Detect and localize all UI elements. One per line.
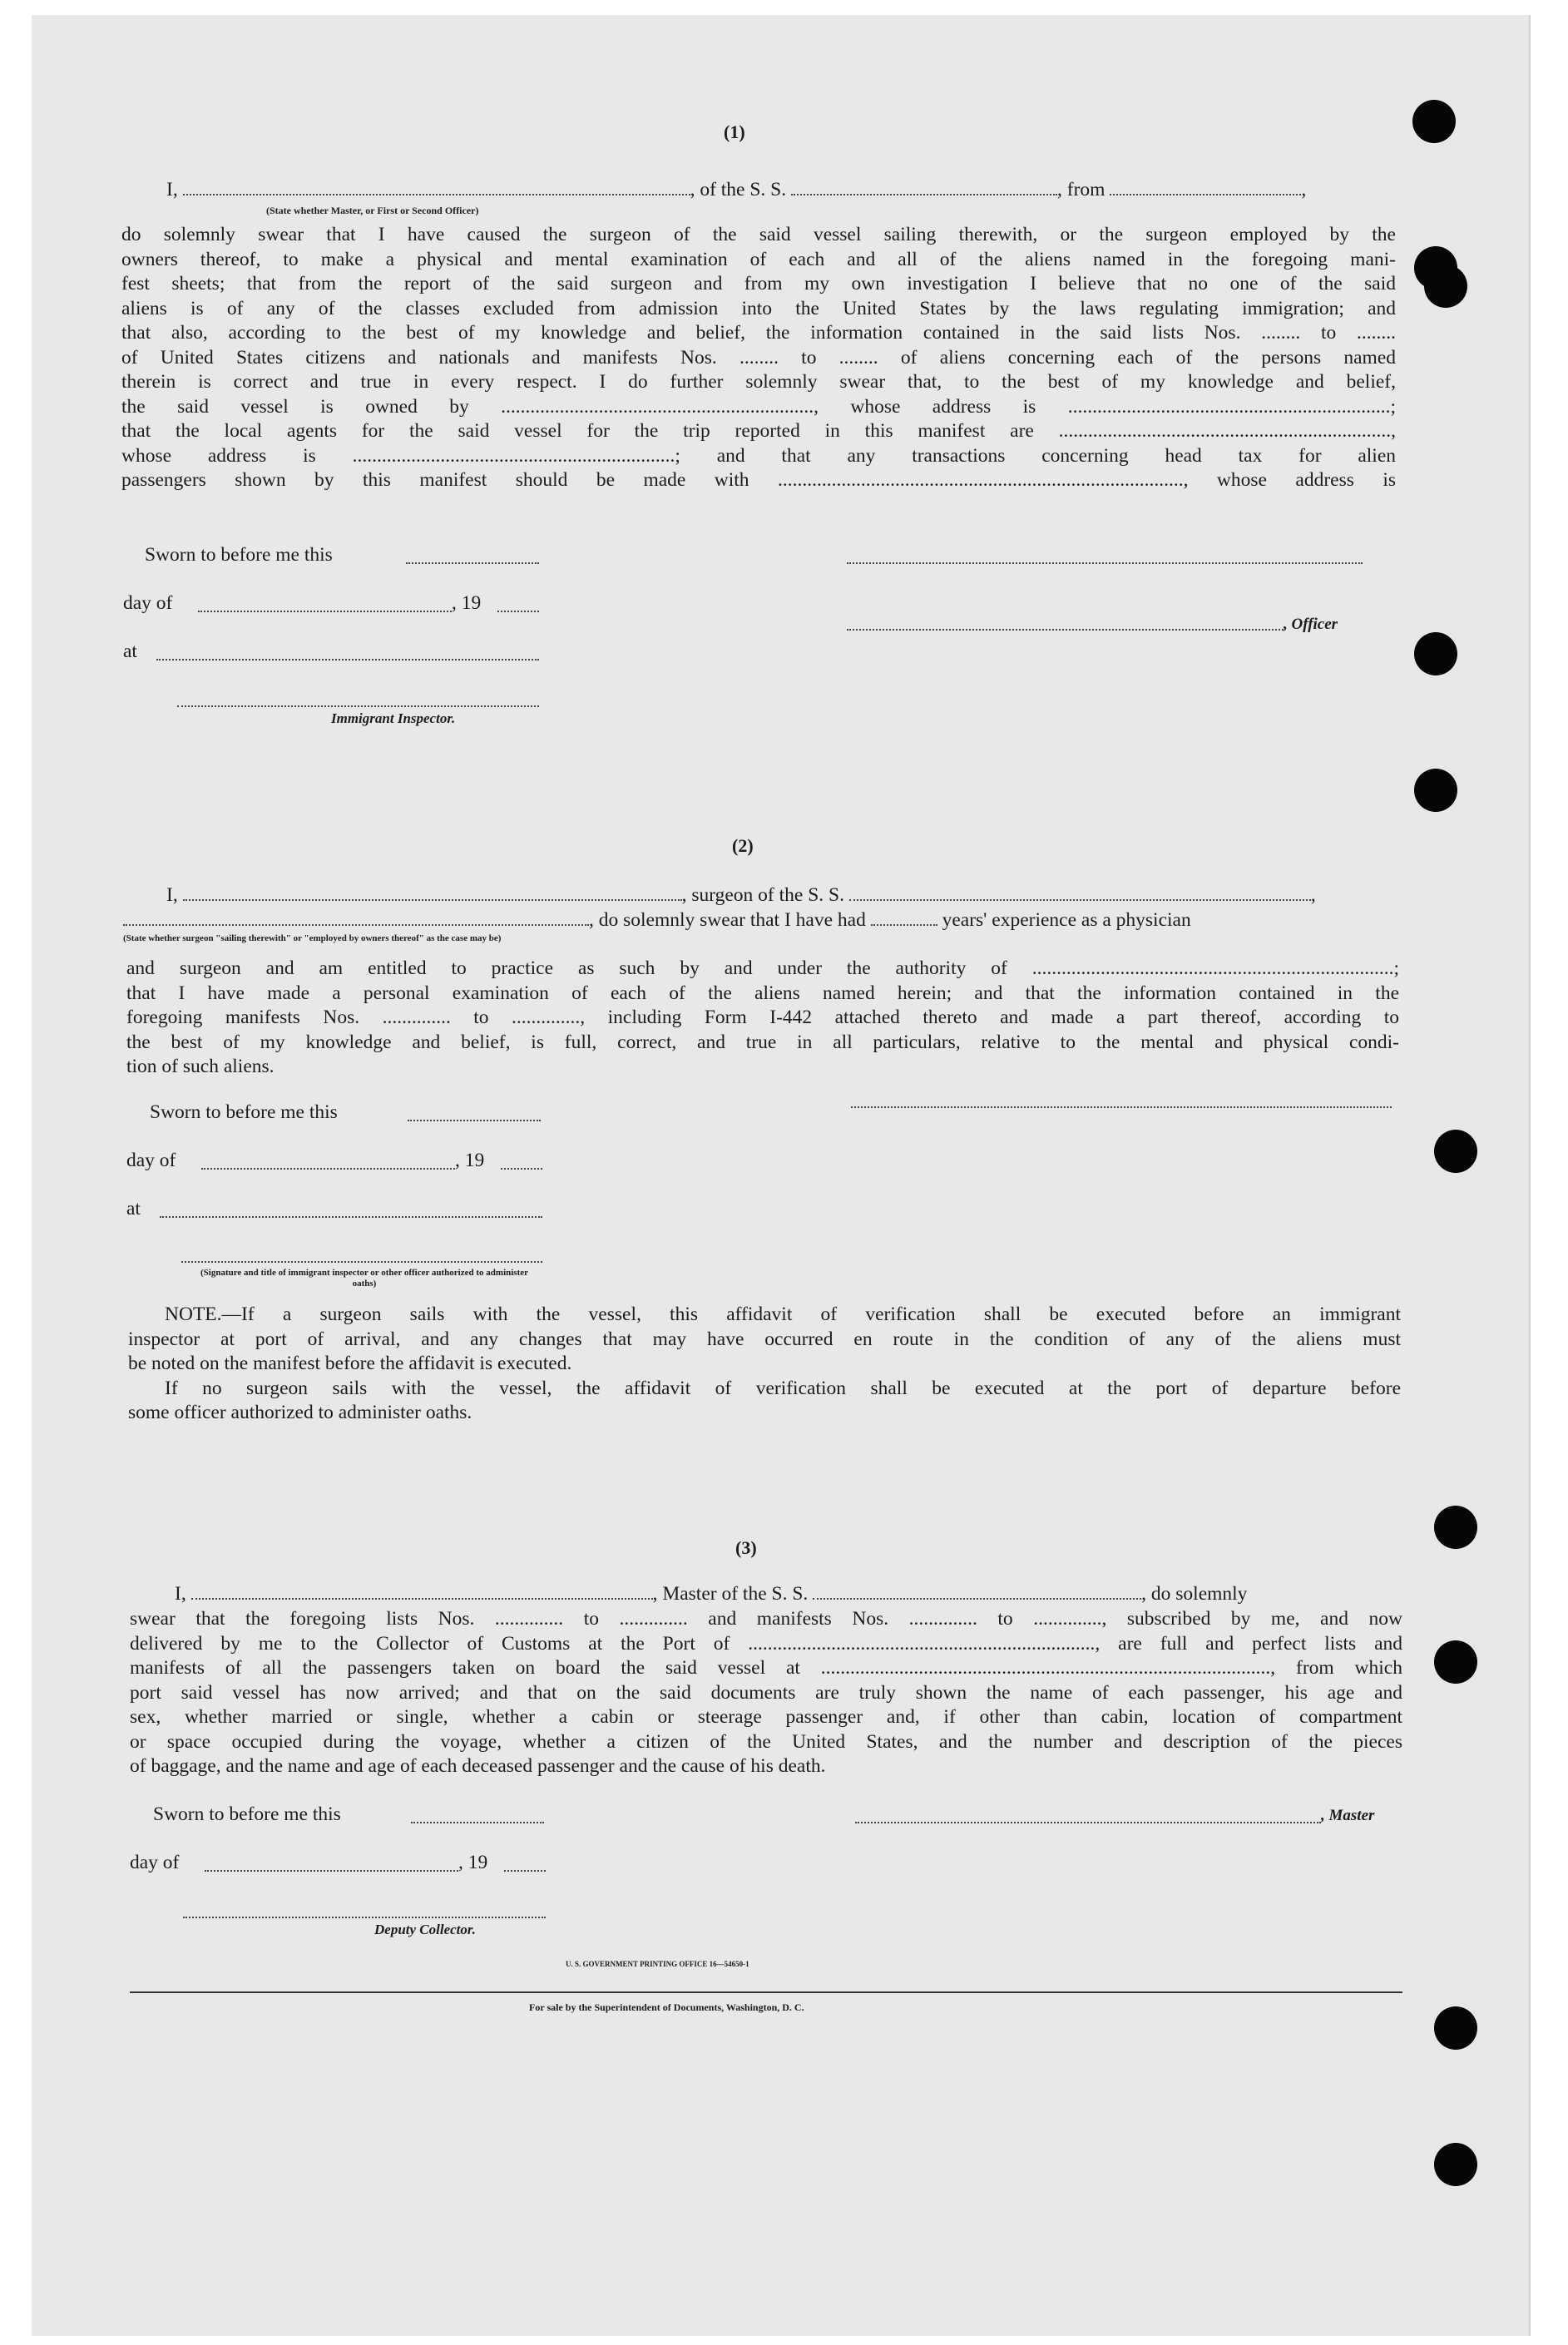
s1-officer-sig-field[interactable] xyxy=(847,629,1284,631)
s2-signature-field[interactable] xyxy=(851,1106,1392,1108)
s1-vessel-field[interactable] xyxy=(791,179,1057,195)
s2-at-field[interactable] xyxy=(160,1216,542,1218)
document-page xyxy=(32,15,1531,2336)
s1-of-ss-label: , of the S. S. xyxy=(690,179,787,200)
s2-sworn-label: Sworn to before me this xyxy=(150,1101,338,1123)
s1-year-field[interactable] xyxy=(497,611,539,612)
s2-line2 xyxy=(123,908,1191,933)
s2-sworn-field[interactable] xyxy=(408,1120,541,1121)
s2-note xyxy=(128,1303,1401,1426)
s2-day-label: day of xyxy=(126,1150,176,1171)
s2-surgeon-label: , surgeon of the S. S. xyxy=(681,884,844,906)
punch-hole xyxy=(1434,1130,1477,1173)
s1-body-line: owners thereof, to make a physical and mental examination of each and all of the aliens named in the foregoing mani- xyxy=(121,248,1396,270)
s3-master-sig-label: , Master xyxy=(1321,1807,1375,1824)
s2-note-line: inspector at port of arrival, and any changes that may have occurred en route in the condition of any of the aliens must xyxy=(128,1328,1401,1350)
section-2-number: (2) xyxy=(732,835,754,856)
s1-officer-field[interactable] xyxy=(183,179,690,195)
s3-body-line: port said vessel has now arrived; and that on the said documents are truly shown the name of each passenger, his age and xyxy=(130,1681,1402,1704)
s1-body xyxy=(121,223,1396,493)
s1-i-label: I, xyxy=(166,179,178,200)
s3-year-field[interactable] xyxy=(504,1870,546,1872)
s3-master-sig-field[interactable] xyxy=(855,1822,1321,1823)
s1-day-field[interactable] xyxy=(198,611,452,612)
s1-body-line: therein is correct and true in every respect. I do further solemnly swear that, to the best of my knowledge and belief, xyxy=(121,371,1396,393)
s2-inspector-sig-field[interactable] xyxy=(181,1261,542,1263)
punch-hole xyxy=(1414,632,1457,675)
s2-body-line: tion of such aliens. xyxy=(126,1056,275,1077)
s2-sig-caption: (Signature and title of immigrant inspector or other officer authorized to administer oaths) xyxy=(200,1268,529,1289)
s2-body-line: the best of my knowledge and belief, is full, correct, and true in all particulars, relative to the mental and physical condi- xyxy=(126,1031,1399,1053)
s3-vessel-field[interactable] xyxy=(813,1583,1141,1600)
s2-swear-label: , do solemnly swear that I have had xyxy=(589,909,866,931)
s1-body-line: of United States citizens and nationals and manifests Nos. ........ to ........ of aliens concerning each of the persons named xyxy=(121,346,1396,369)
s2-day-field[interactable] xyxy=(201,1168,455,1170)
punch-hole xyxy=(1434,2143,1477,2186)
s1-line1: I, , of the S. S. , from , xyxy=(166,179,1307,200)
s3-collector-sig-field[interactable] xyxy=(183,1917,546,1918)
s3-year-label: , 19 xyxy=(458,1852,488,1873)
s2-note-line: NOTE.—If a surgeon sails with the vessel, this affidavit of verification shall be executed before an immigrant xyxy=(165,1304,1401,1325)
s1-day-label: day of xyxy=(123,592,173,614)
s2-surgeon-type-field[interactable] xyxy=(123,909,589,926)
s1-body-line: that also, according to the best of my knowledge and belief, the information contained in the said lists Nos. ........ to ........ xyxy=(121,322,1396,344)
s2-year-label: , 19 xyxy=(455,1150,485,1171)
s1-inspector-sig-field[interactable] xyxy=(177,705,539,707)
sale-notice: For sale by the Superintendent of Documents, Washington, D. C. xyxy=(529,2001,804,2013)
s1-body-line: aliens is of any of the classes excluded from admission into the United States by the laws regulating immigration; and xyxy=(121,297,1396,319)
s1-body-line: that the local agents for the said vessel for the trip reported in this manifest are ...................................................................., xyxy=(121,420,1396,442)
s3-master-name-field[interactable] xyxy=(191,1583,653,1600)
s1-sworn-label: Sworn to before me this xyxy=(145,544,333,566)
punch-hole xyxy=(1412,100,1456,143)
punch-hole xyxy=(1414,769,1457,812)
s3-body-line: delivered by me to the Collector of Customs at the Port of ......................................................................., are full and perfect lists and xyxy=(130,1632,1402,1655)
s3-swear-label: , do solemnly xyxy=(1141,1583,1248,1605)
s3-day-field[interactable] xyxy=(205,1870,458,1872)
s2-years-field[interactable] xyxy=(871,909,937,926)
s3-body-line: swear that the foregoing lists Nos. .............. to .............. and manifests Nos. .............. to .............., subscribed by me, and now xyxy=(130,1608,1402,1630)
s3-master-label: , Master of the S. S. xyxy=(652,1583,809,1605)
s3-line1 xyxy=(175,1582,1247,1607)
s2-body-line: and surgeon and am entitled to practice as such by and under the authority of ..........................................................................; xyxy=(126,957,1399,979)
s3-collector-label: Deputy Collector. xyxy=(374,1922,476,1937)
s1-year-label: , 19 xyxy=(452,592,482,614)
s1-body-line: passengers shown by this manifest should be made with ..................................................................................., whose address is xyxy=(121,469,1396,491)
s1-body-line: the said vessel is owned by ................................................................, whose address is ..................................................................; xyxy=(121,395,1396,418)
section-3-number: (3) xyxy=(735,1537,757,1558)
s3-body-line: of baggage, and the name and age of each deceased passenger and the cause of his death. xyxy=(130,1755,826,1777)
s2-year-field[interactable] xyxy=(501,1168,542,1170)
s3-body-line: manifests of all the passengers taken on board the said vessel at ............................................................................................, from which xyxy=(130,1657,1402,1679)
s1-from-label: , from xyxy=(1057,179,1106,200)
s2-line1: I, , surgeon of the S. S. , xyxy=(166,884,1316,906)
footer-rule xyxy=(130,1991,1402,1993)
s1-officer-label: , Officer xyxy=(1284,616,1338,633)
s3-i-label: I, xyxy=(175,1583,186,1605)
s3-day-label: day of xyxy=(130,1852,180,1873)
gpo-imprint: U. S. GOVERNMENT PRINTING OFFICE 16—54650-1 xyxy=(566,1960,749,1968)
s1-officer-name-field[interactable] xyxy=(847,562,1363,564)
s1-body-line: fest sheets; that from the report of the said surgeon and from my own investigation I believe that no one of the said xyxy=(121,273,1396,294)
s2-caption: (State whether surgeon "sailing therewith" or "employed by owners thereof" as the case may be) xyxy=(123,933,502,943)
s1-inspector-label: Immigrant Inspector. xyxy=(331,710,456,726)
s2-note-line: If no surgeon sails with the vessel, the affidavit of verification shall be executed at the port of departure before xyxy=(165,1377,1401,1399)
s1-sworn-field[interactable] xyxy=(406,562,539,564)
s2-at-label: at xyxy=(126,1198,141,1219)
s2-years-label: years' experience as a physician xyxy=(942,909,1191,931)
s1-caption: (State whether Master, or First or Second Officer) xyxy=(266,205,479,216)
s3-sworn-field[interactable] xyxy=(411,1822,544,1823)
punch-hole xyxy=(1434,2006,1477,2050)
s3-body-line: or space occupied during the voyage, whether a citizen of the United States, and the number and description of the pieces xyxy=(130,1730,1402,1753)
s2-surgeon-name-field[interactable] xyxy=(183,884,682,901)
s3-body xyxy=(130,1607,1402,1779)
s2-note-line: be noted on the manifest before the affidavit is executed. xyxy=(128,1353,572,1374)
s1-body-line: whose address is ..................................................................; and that any transactions concerning head tax for alien xyxy=(121,444,1396,467)
s2-vessel-field[interactable] xyxy=(849,884,1311,901)
punch-hole xyxy=(1434,1640,1477,1684)
s2-i-label: I, xyxy=(166,884,178,906)
s3-sworn-label: Sworn to before me this xyxy=(153,1803,341,1825)
s1-from-field[interactable] xyxy=(1110,179,1301,195)
s2-body xyxy=(126,957,1399,1080)
s1-at-label: at xyxy=(123,641,137,662)
s2-body-line: foregoing manifests Nos. .............. to .............., including Form I-442 attached thereto and made a part thereof, according to xyxy=(126,1007,1399,1028)
s2-note-line: some officer authorized to administer oaths. xyxy=(128,1402,472,1423)
section-1-number: (1) xyxy=(724,121,745,142)
s1-at-field[interactable] xyxy=(156,659,539,660)
punch-hole xyxy=(1424,265,1467,308)
s2-body-line: that I have made a personal examination of each of the aliens named herein; and that the information contained in the xyxy=(126,982,1399,1004)
punch-hole xyxy=(1434,1506,1477,1549)
s3-body-line: sex, whether married or single, whether a cabin or steerage passenger and, if other than cabin, location of compartment xyxy=(130,1706,1402,1728)
s1-body-line: do solemnly swear that I have caused the surgeon of the said vessel sailing therewith, or the surgeon employed by the xyxy=(121,224,1396,245)
